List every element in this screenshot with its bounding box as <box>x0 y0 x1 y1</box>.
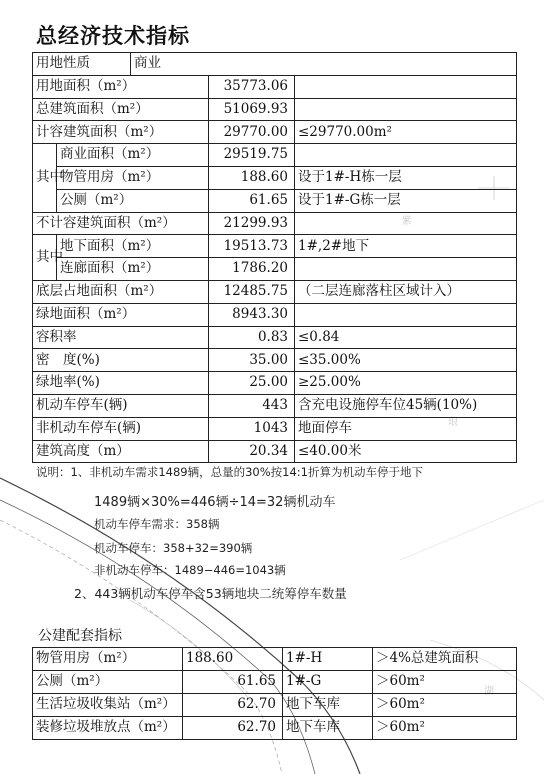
cell-value: 62.70 <box>183 717 283 740</box>
cell-location: 1#-H <box>283 648 373 671</box>
cell-value: 29770.00 <box>209 121 295 144</box>
cell-note: 地面停车 <box>295 417 517 440</box>
cell-location: 地下车库 <box>283 717 373 740</box>
cell-value: 8943.30 <box>209 303 295 326</box>
public-facilities-table <box>32 647 517 740</box>
table-row <box>33 189 517 212</box>
note-line: 机动车停车：358+32=390辆 <box>94 541 253 555</box>
table-row <box>33 53 517 76</box>
cell-note: 含充电设施停车位45辆(10%) <box>295 394 517 417</box>
table-row <box>33 235 517 258</box>
cell-value: 61.65 <box>209 189 295 212</box>
table-row <box>33 694 517 717</box>
table-row <box>33 372 517 395</box>
cell-note: ≤0.84 <box>295 326 517 349</box>
table-row <box>33 648 517 671</box>
cell-label: 底层占地面积（m²） <box>33 280 209 303</box>
note-line: 非机动车停车：1489−446=1043辆 <box>94 563 286 577</box>
table-row <box>33 417 517 440</box>
cell-note <box>295 258 517 281</box>
cell-note: ≥25.00% <box>295 372 517 395</box>
cell-label: 绿地面积（m²） <box>33 303 209 326</box>
table-row <box>33 440 517 463</box>
cell-note: 1#,2#地下 <box>295 235 517 258</box>
cell-label: 非机动车停车(辆) <box>33 417 209 440</box>
cell-label: 总建筑面积（m²） <box>33 98 209 121</box>
table-row <box>33 303 517 326</box>
cell-value: 19513.73 <box>209 235 295 258</box>
table-row <box>33 258 517 281</box>
cell-value: 12485.75 <box>209 280 295 303</box>
table-row <box>33 326 517 349</box>
cell-label: 用地性质 <box>33 53 131 76</box>
cell-value: 188.60 <box>209 166 295 189</box>
cell-note <box>295 212 517 235</box>
cell-label: 密 度(%) <box>33 349 209 372</box>
cell-label: 机动车停车(辆) <box>33 394 209 417</box>
table-row <box>33 98 517 121</box>
cell-label: 绿地率(%) <box>33 372 209 395</box>
cell-value: 35.00 <box>209 349 295 372</box>
cell-value: 20.34 <box>209 440 295 463</box>
watermark-char: 湖 <box>484 686 494 697</box>
table-row <box>33 121 517 144</box>
cell-value: 62.70 <box>183 694 283 717</box>
cell-label: 生活垃圾收集站（m²） <box>33 694 183 717</box>
cell-note <box>295 98 517 121</box>
cell-label: 计容建筑面积（m²） <box>33 121 209 144</box>
cell-label: 物管用房（m²） <box>33 648 183 671</box>
watermark-char: 紫 <box>402 216 412 227</box>
table-row <box>33 671 517 694</box>
group-side-label: 其中 <box>33 144 57 212</box>
table-row <box>33 394 517 417</box>
cell-note <box>295 303 517 326</box>
cell-note: ≤40.00米 <box>295 440 517 463</box>
table-row <box>33 212 517 235</box>
cell-value: 25.00 <box>209 372 295 395</box>
cell-requirement: ＞60m² <box>373 717 517 740</box>
cell-label: 用地面积（m²） <box>33 75 209 98</box>
cell-note: ≤29770.00m² <box>295 121 517 144</box>
economic-indicators-table <box>32 52 517 463</box>
table-row <box>33 166 517 189</box>
cell-value: 29519.75 <box>209 144 295 167</box>
table-row <box>33 75 517 98</box>
cell-note: 设于1#-G栋一层 <box>295 189 517 212</box>
note-line: 2、443辆机动车停车含53辆地块二统筹停车数量 <box>74 586 347 601</box>
cell-label: 装修垃圾堆放点（m²） <box>33 717 183 740</box>
cell-label: 容积率 <box>33 326 209 349</box>
cell-value: 61.65 <box>183 671 283 694</box>
cell-label: 商业面积（m²） <box>57 144 209 167</box>
page-title: 总经济技术指标 <box>36 24 190 48</box>
section-title: 公建配套指标 <box>38 628 122 644</box>
cell-note: 设于1#-H栋一层 <box>295 166 517 189</box>
cell-label: 建筑高度（m） <box>33 440 209 463</box>
note-line: 机动车停车需求：358辆 <box>94 517 220 531</box>
cell-value: 1786.20 <box>209 258 295 281</box>
cell-note <box>295 144 517 167</box>
cell-value: 商业 <box>131 53 517 76</box>
cell-location: 1#-G <box>283 671 373 694</box>
cell-value: 35773.06 <box>209 75 295 98</box>
cell-note: ≤35.00% <box>295 349 517 372</box>
watermark-char: 琅 <box>448 417 458 428</box>
table-row <box>33 280 517 303</box>
table-row <box>33 349 517 372</box>
cell-label: 公厕（m²） <box>57 189 209 212</box>
table-row <box>33 717 517 740</box>
cell-note <box>295 75 517 98</box>
note-line: 1489辆×30%=446辆÷14=32辆机动车 <box>94 495 336 510</box>
cell-note: （二层连廊落柱区域计入） <box>295 280 517 303</box>
cell-value: 51069.93 <box>209 98 295 121</box>
cell-value: 188.60 <box>183 648 283 671</box>
note-line: 说明：1、非机动车需求1489辆，总量的30%按14:1折算为机动车停于地下 <box>36 465 423 479</box>
cell-label: 地下面积（m²） <box>57 235 209 258</box>
group-side-label: 其中 <box>33 235 57 281</box>
cell-location: 地下车库 <box>283 694 373 717</box>
cell-requirement: ＞60m² <box>373 671 517 694</box>
table-row <box>33 144 517 167</box>
cell-value: 443 <box>209 394 295 417</box>
cell-label: 不计容建筑面积（m²） <box>33 212 209 235</box>
cell-requirement: ＞4%总建筑面积 <box>373 648 517 671</box>
cell-label: 连廊面积（m²） <box>57 258 209 281</box>
cell-value: 0.83 <box>209 326 295 349</box>
cell-label: 公厕（m²） <box>33 671 183 694</box>
cell-value: 1043 <box>209 417 295 440</box>
cell-value: 21299.93 <box>209 212 295 235</box>
cell-requirement: ＞60m² <box>373 694 517 717</box>
cell-label: 物管用房（m²） <box>57 166 209 189</box>
